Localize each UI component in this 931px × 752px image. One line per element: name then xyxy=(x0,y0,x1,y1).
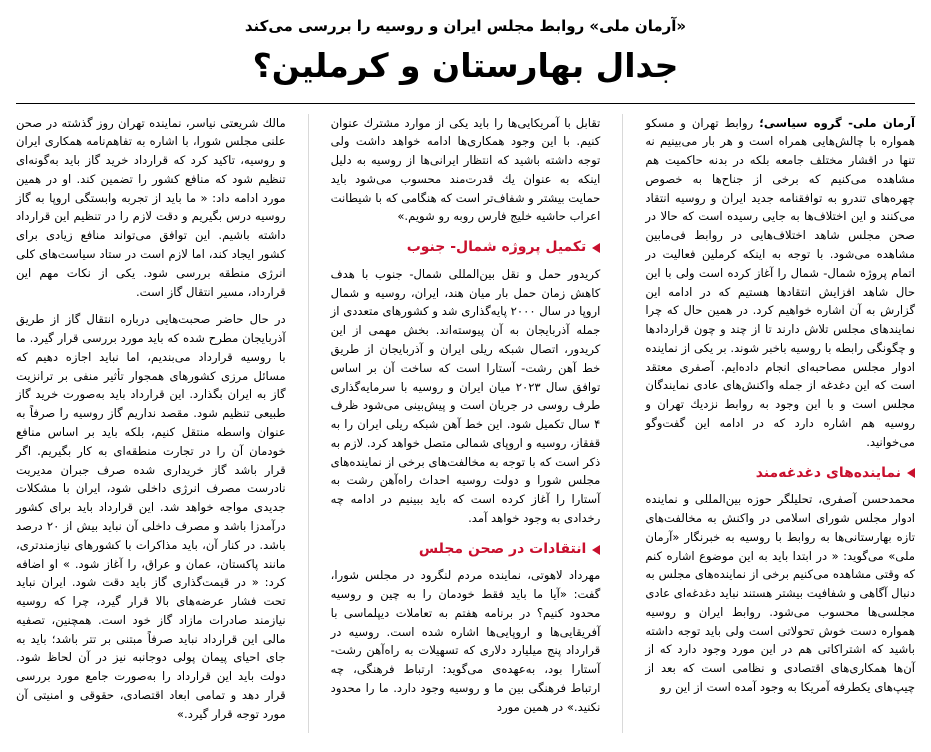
paragraph: مالك شریعتی نیاسر، نماینده تهران روز گذشته در صحن علنی مجلس شورا، با اشاره به تفاهم‌نامه همكاری ایران و روسیه، تاكید كرد كه قرارداد خرید گاز باید به‌گونه‌ای تنظیم شود كه منافع كشور را تضمین كند. او در همین مورد ادامه داد: « ما باید از تجربه وابستگی اروپا به گاز روسیه درس بگیریم و دقت لازم را در تنظیم این قرارداد داشته باشیم. این توافق می‌تواند منافع زیادی برای كشور ایجاد كند، اما لازم است در ستاد سیاست‌های كلی انرژی منطقه بررسی شود. یكی از نكات مهم این قرارداد، مسیر انتقال گاز است. xyxy=(15,115,286,299)
column-middle xyxy=(331,114,601,726)
article-kicker: «آرمان ملی» روابط مجلس ایران و روسیه را بررسی می‌کند xyxy=(244,17,687,35)
page-title: جدال بهارستان و کرملین؟ xyxy=(252,46,679,85)
lead-paragraph xyxy=(645,114,915,452)
paragraph: تقابل با آمریكایی‌ها را باید یكی از موارد مشترك عنوان كنیم. با این وجود همكاری‌ها ادامه خواهد داشت ولی توجه داشته باشید كه انتظار ایرانی‌ها از روسیه به دلیل اینكه به عنوان یك قدرت‌مند محسوب می‌شود باید حمایت بیشتر و شفاف‌تر است كه هنگامی كه با شیطانت اعراب حاشیه خلیج فارس روبه رو شویم.» xyxy=(330,115,601,224)
subhead-label: انتقادات در صحن مجلس xyxy=(418,540,587,557)
column-right xyxy=(645,114,915,706)
subhead-label: نماینده‌های دغدغه‌مند xyxy=(755,464,901,481)
subhead-namayande xyxy=(645,464,915,484)
subhead-corridor xyxy=(331,238,601,258)
article-columns xyxy=(16,114,915,733)
triangle-bullet-icon xyxy=(592,243,600,253)
triangle-bullet-icon xyxy=(592,545,600,555)
column-left xyxy=(16,114,286,733)
column-separator xyxy=(308,114,309,733)
subhead-criticism xyxy=(331,540,601,560)
paragraph: محمدحسن آصفری، تحلیلگر حوزه بین‌المللی و نماینده ادوار مجلس شورای اسلامی در واكنش به مخالفت‌های تازه بهارستانی‌ها به روابط با روسیه به خبرنگار «آرمان ملی» می‌گوید: « در ابتدا باید به این موضوع اشاره كنم كه وقتی مشاهده می‌كنیم برخی از نماینده‌های مجلس به دنبال آگاهی و شفافیت بیشتر هستند نباید دغدغه‌ای عادی مجلسی‌ها محسوب می‌شود. روابط ایران و روسیه همواره دست خوش تحولاتی است ولی باید توجه داشته باشید كه اشتراكاتی هم در این مورد وجود دارد كه از آن‌ها همكاری‌های اقتصادی و نظامی است كه بعد از چیپ‌های یكطرفه آمریكا به وجود آمده است از این رو xyxy=(645,492,915,695)
header-divider xyxy=(16,103,915,104)
column-separator xyxy=(622,114,623,733)
paragraph: كریدور حمل و نقل بین‌المللی شمال- جنوب با هدف كاهش زمان حمل بار میان هند، ایران، روسیه و شمال اروپا در سال ۲۰۰۰ پایه‌گذاری شد و كشورهای متعددی از جمله آذربایجان به آن پیوسته‌اند. بخش مهمی از این كریدور، اتصال شبكه ریلی ایران و آذربایجان از طریق خط آهن رشت- آستارا است كه ساخت آن بر اساس توافق سال ۲۰۲۳ میان ایران و روسیه با سرمایه‌گذاری طرف روسی در جریان است و پیش‌بینی می‌شود ظرف ۴ سال تكمیل شود. این خط آهن شبكه ریلی ایران را به قفقاز، روسیه و اروپای شمالی متصل خواهد كرد. لازم به ذكر است كه با توجه به مخالفت‌های برخی از نماینده‌های مجلس شورا و دولت روسیه احداث راه‌آهن رشت به آستارا را آغاز كرده است كه باید ببینیم در ادامه چه رخدادی به وجود خواهد آمد. xyxy=(330,266,601,525)
paragraph: در حال حاضر صحبت‌هایی درباره انتقال گاز از طریق آذربایجان مطرح شده كه باید مورد بررسی قرار گیرد. ما با روسیه قرارداد می‌بندیم، اما نباید اجازه دهیم كه مسائل مرزی كشورهای همجوار تأثیر منفی بر ترانزیت گاز به ایران بگذارد. این قرارداد باید به‌صورت خرید گاز طبیعی تنظیم شود. مقصد نداریم گاز روسیه را صرفاً به عنوان واسطه منتقل كنیم، بلكه باید بر اساس منافع خودمان آن را در تجارت منطقه‌ای به كار بگیریم. اگر قرار باشد گاز خریداری شده صرف جبران مدیریت نادرست مصرف انرژی داخلی شود، ایران با مشكلات جدیدی مواجه خواهد شد. این قرارداد باید برای كشور درآمدزا باشد و مصرف داخلی آن نباید بیش از ۲۰ درصد باشد. در كنار آن، باید مذاكرات با كشورهای نیازمندتر‌ی، مانند پاكستان، عمان و عراق، را آغاز شود. » او اضافه كرد: « در قیمت‌گذاری گاز باید دقت شود. ایران نباید تحت فشار عرضه‌های بالا قرار گیرد، چرا كه روسیه نیازمند صادرات مازاد گاز خود است. همچنین، تصفیه مالی این قرارداد نباید صرفاً مبتنی بر تتر باشد؛ باید به جای احیای پیمان پولی دوجانبه نیز در آن لحاظ شود. دولت باید این قرارداد را به‌صورت جامع مورد بررسی قرار دهد و تمامی ابعاد اقتصادی، حقوقی و امنیتی آن مورد توجه قرار گیرد.» xyxy=(15,312,286,721)
lead-label: آرمان ملی- گروه سیاسی؛ xyxy=(759,115,916,130)
lead-body: روابط تهران و مسكو همواره با چالش‌هایی همراه است و هر بار می‌بینیم نه تنها در اقشار مختلف جامعه بلكه در بدنه حاكمیت هم مشاهده می‌كنیم كه برخی از جناح‌ها به خصوص چهره‌های تندرو به توافقنامه جدید ایران و روسیه انتقاد می‌كنند و این اختلاف‌ها به جایی رسیده است كه حالا در صحن مجلس شاهد اختلاف‌هایی در روابط فی‌مابین مشاهده می‌شود. با توجه به اینكه كرملین فعالیت در اتمام پروژه شمال- شمال را آغاز كرده است ولی با این حال شاهد افزایش انتقادها هستیم كه در ادامه این گزارش به آن اشاره خواهیم كرد. در همین حال كه چرا نمایندها‌ی مجلس تلاش دارند تا از چند و چون قرارداد‌ها و چگونگی رابطه با روسیه باخبر شوند. بر یكی از نماینده ادوار مجلس مصاحبه‌ای انجام داده‌ایم. آصفری معتقد است كه این دغدغه از جمله واكنش‌های عادی نمایندگان مجلس است و با این وجود به روابط نزدیك تهران و روسیه هم اشاره دارد كه در ادامه این گفت‌وگو می‌خوانید. xyxy=(645,115,915,449)
paragraph: مهرداد لاهوتی، نماینده مردم لنگرود در مجلس شورا، گفت: «آیا ما باید فقط خودمان را به چین و روسیه محدود كنیم؟ در برنامه هفتم به تعاملات دیپلماسی با آفریقایی‌ها و اروپایی‌ها اشاره شده است. روسیه در قرارداد پنج میلیارد دلاری كه تسهیلات به راه‌آهن رشت- آستارا بود، به‌عهده‌ی می‌گوید: ارتباط فرهنگی، چه ارتباط فرهنگی بین ما و روسیه وجود دارد. ما را محدود نكنید.» در همین مورد xyxy=(330,568,601,714)
triangle-bullet-icon xyxy=(907,468,915,478)
subhead-label: تكمیل پروژه شمال- جنوب xyxy=(406,239,587,256)
